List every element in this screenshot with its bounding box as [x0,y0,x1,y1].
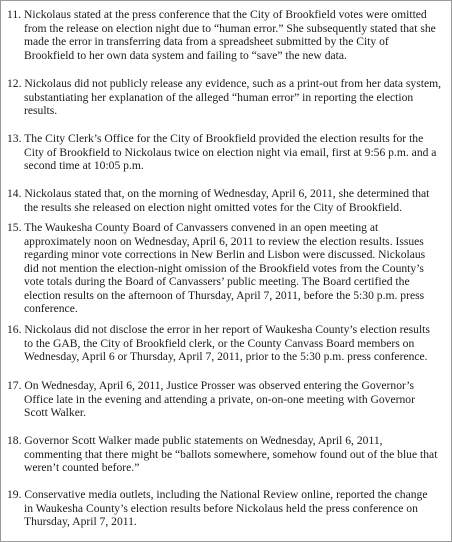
paragraph-line: Nickolaus did not disclose the error in her report of Waukesha County’s election results [24,323,430,336]
paragraph-line: Conservative media outlets, including the National Review online, reported the change [24,488,428,501]
paragraph-13 [7,132,436,173]
paragraph-line: commenting that there might be “ballots somewhere, somehow found out of the blue that [24,447,438,461]
paragraph-16 [7,323,430,364]
paragraph-line: results. [24,104,58,117]
paragraph-line: conference. [24,302,78,315]
paragraph-line: On Wednesday, April 6, 2011, Justice Prosser was observed entering the Governor’s [24,379,415,392]
paragraph-14 [7,187,429,214]
paragraph-line: Nickolaus did not publicly release any evidence, such as a print-out from her data system, [24,77,442,90]
paragraph-line: The City Clerk’s Office for the City of Brookfield provided the election results for the [24,132,424,145]
paragraph-line: the results she released on election night omitted votes for the City of Brookfield. [24,200,402,214]
paragraph-line: Scott Walker. [24,406,86,419]
paragraph-18 [7,434,437,475]
paragraph-line: vote totals during the Board of Canvassers’ public meeting. The Board certified the [24,275,410,288]
paragraph-19 [7,488,428,529]
paragraph-line: election results on the afternoon of Thursday, April 7, 2011, before the 5:30 p.m. press [24,288,425,302]
paragraph-line: in Waukesha County’s election results before Nickolaus held the press conference on [24,501,418,515]
paragraph-line: substantiating her explanation of the alleged “human error” in reporting the election [24,90,414,104]
paragraph-line: Office late in the evening and attending a private, on-on-one meeting with Governor [24,392,415,406]
paragraph-number: 18. [7,434,22,447]
paragraph-number: 19. [7,488,22,501]
paragraph-line: made the error in transferring data from a spreadsheet submitted by the City of [24,35,389,48]
paragraph-number: 11. [7,8,22,21]
paragraph-line: from the release on election night due to “human error.” She subsequently stated that she [24,21,436,35]
paragraph-line: The Waukesha County Board of Canvassers convened in an open meeting at [24,221,379,234]
paragraph-15 [7,221,425,316]
paragraph-number: 14. [7,187,22,200]
paragraph-line: Governor Scott Walker made public statements on Wednesday, April 6, 2011, [24,434,383,447]
paragraph-line: Nickolaus stated at the press conference that the City of Brookfield votes were omitted [23,8,427,21]
paragraph-number: 17. [7,379,22,392]
paragraph-line: weren’t counted before.” [24,461,140,474]
paragraph-line: did not mention the election-night omission of the Brookfield votes from the County’s [24,261,424,275]
paragraph-line: Wednesday, April 6 or Thursday, April 7, 2011, prior to the 5:30 p.m. press conference. [24,350,428,363]
paragraph-number: 16. [7,323,22,336]
paragraph-line: to the GAB, the City of Brookfield clerk, or the County Canvass Board members on [24,336,415,350]
paragraph-line: second time at 10:05 p.m. [24,159,144,172]
paragraph-line: Brookfield to her own data system and failing to “save” the new data. [24,48,347,62]
paragraph-line: City of Brookfield to Nickolaus twice on election night via email, first at 9:56 p.m. and a [24,145,437,159]
paragraph-number: 12. [7,77,22,90]
paragraph-12 [7,77,441,118]
paragraph-line: regarding minor vote corrections in New Berlin and Lisbon were discussed. Nickolaus [24,248,426,261]
paragraph-17 [7,379,415,420]
paragraph-line: approximately noon on Wednesday, April 6, 2011 to review the election results. Issues [24,234,424,248]
paragraph-line: Nickolaus stated that, on the morning of Wednesday, April 6, 2011, she determined that [24,187,430,200]
paragraph-number: 13. [7,132,22,145]
paragraph-number: 15. [7,221,22,234]
paragraph-11 [7,8,436,62]
paragraph-line: Thursday, April 7, 2011. [24,515,137,528]
